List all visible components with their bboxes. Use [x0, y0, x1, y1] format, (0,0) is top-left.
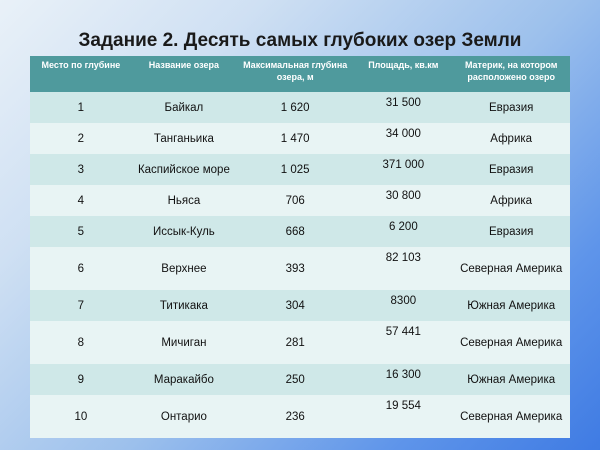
- cell-rank: 1: [30, 92, 132, 123]
- cell-lake-name: Ньяса: [132, 185, 236, 216]
- cell-area: 16 300: [354, 364, 452, 395]
- cell-rank: 6: [30, 247, 132, 290]
- cell-lake-name: Титикака: [132, 290, 236, 321]
- cell-area: 31 500: [354, 92, 452, 123]
- cell-lake-name: Маракайбо: [132, 364, 236, 395]
- header-area: Площадь, кв.км: [354, 56, 452, 92]
- cell-lake-name: Танганьика: [132, 123, 236, 154]
- cell-max-depth: 1 470: [236, 123, 354, 154]
- cell-rank: 2: [30, 123, 132, 154]
- cell-continent: Южная Америка: [452, 364, 570, 395]
- cell-max-depth: 236: [236, 395, 354, 438]
- cell-continent: Северная Америка: [452, 247, 570, 290]
- cell-lake-name: Иссык-Куль: [132, 216, 236, 247]
- cell-lake-name: Онтарио: [132, 395, 236, 438]
- table-header-row: [30, 56, 570, 92]
- table-row: [30, 123, 570, 154]
- cell-continent: Южная Америка: [452, 290, 570, 321]
- cell-max-depth: 250: [236, 364, 354, 395]
- page-title: Задание 2. Десять самых глубоких озер Земли: [78, 30, 522, 51]
- cell-continent: Евразия: [452, 154, 570, 185]
- cell-rank: 5: [30, 216, 132, 247]
- lakes-table: [30, 56, 570, 438]
- cell-max-depth: 706: [236, 185, 354, 216]
- cell-continent: Евразия: [452, 92, 570, 123]
- cell-rank: 8: [30, 321, 132, 364]
- cell-area: 19 554: [354, 395, 452, 438]
- cell-lake-name: Байкал: [132, 92, 236, 123]
- table-row: [30, 185, 570, 216]
- cell-continent: Северная Америка: [452, 321, 570, 364]
- cell-rank: 3: [30, 154, 132, 185]
- cell-area: 8300: [354, 290, 452, 321]
- header-max-depth: Максимальная глубина озера, м: [236, 56, 354, 92]
- header-lake-name: Название озера: [132, 56, 236, 92]
- cell-lake-name: Верхнее: [132, 247, 236, 290]
- table-row: [30, 395, 570, 438]
- table-row: [30, 154, 570, 185]
- cell-max-depth: 1 025: [236, 154, 354, 185]
- cell-continent: Евразия: [452, 216, 570, 247]
- cell-max-depth: 1 620: [236, 92, 354, 123]
- cell-area: 6 200: [354, 216, 452, 247]
- cell-continent: Северная Америка: [452, 395, 570, 438]
- cell-rank: 4: [30, 185, 132, 216]
- cell-continent: Африка: [452, 123, 570, 154]
- cell-area: 34 000: [354, 123, 452, 154]
- header-rank: Место по глубине: [30, 56, 132, 92]
- table-row: [30, 364, 570, 395]
- cell-max-depth: 668: [236, 216, 354, 247]
- cell-rank: 10: [30, 395, 132, 438]
- cell-area: 57 441: [354, 321, 452, 364]
- header-continent: Материк, на котором расположено озеро: [452, 56, 570, 92]
- cell-area: 82 103: [354, 247, 452, 290]
- table-row: [30, 92, 570, 123]
- cell-area: 371 000: [354, 154, 452, 185]
- cell-area: 30 800: [354, 185, 452, 216]
- cell-max-depth: 393: [236, 247, 354, 290]
- cell-rank: 7: [30, 290, 132, 321]
- cell-continent: Африка: [452, 185, 570, 216]
- table-row: [30, 321, 570, 364]
- cell-lake-name: Каспийское море: [132, 154, 236, 185]
- cell-rank: 9: [30, 364, 132, 395]
- table-row: [30, 247, 570, 290]
- cell-lake-name: Мичиган: [132, 321, 236, 364]
- table-row: [30, 216, 570, 247]
- cell-max-depth: 304: [236, 290, 354, 321]
- cell-max-depth: 281: [236, 321, 354, 364]
- table-row: [30, 290, 570, 321]
